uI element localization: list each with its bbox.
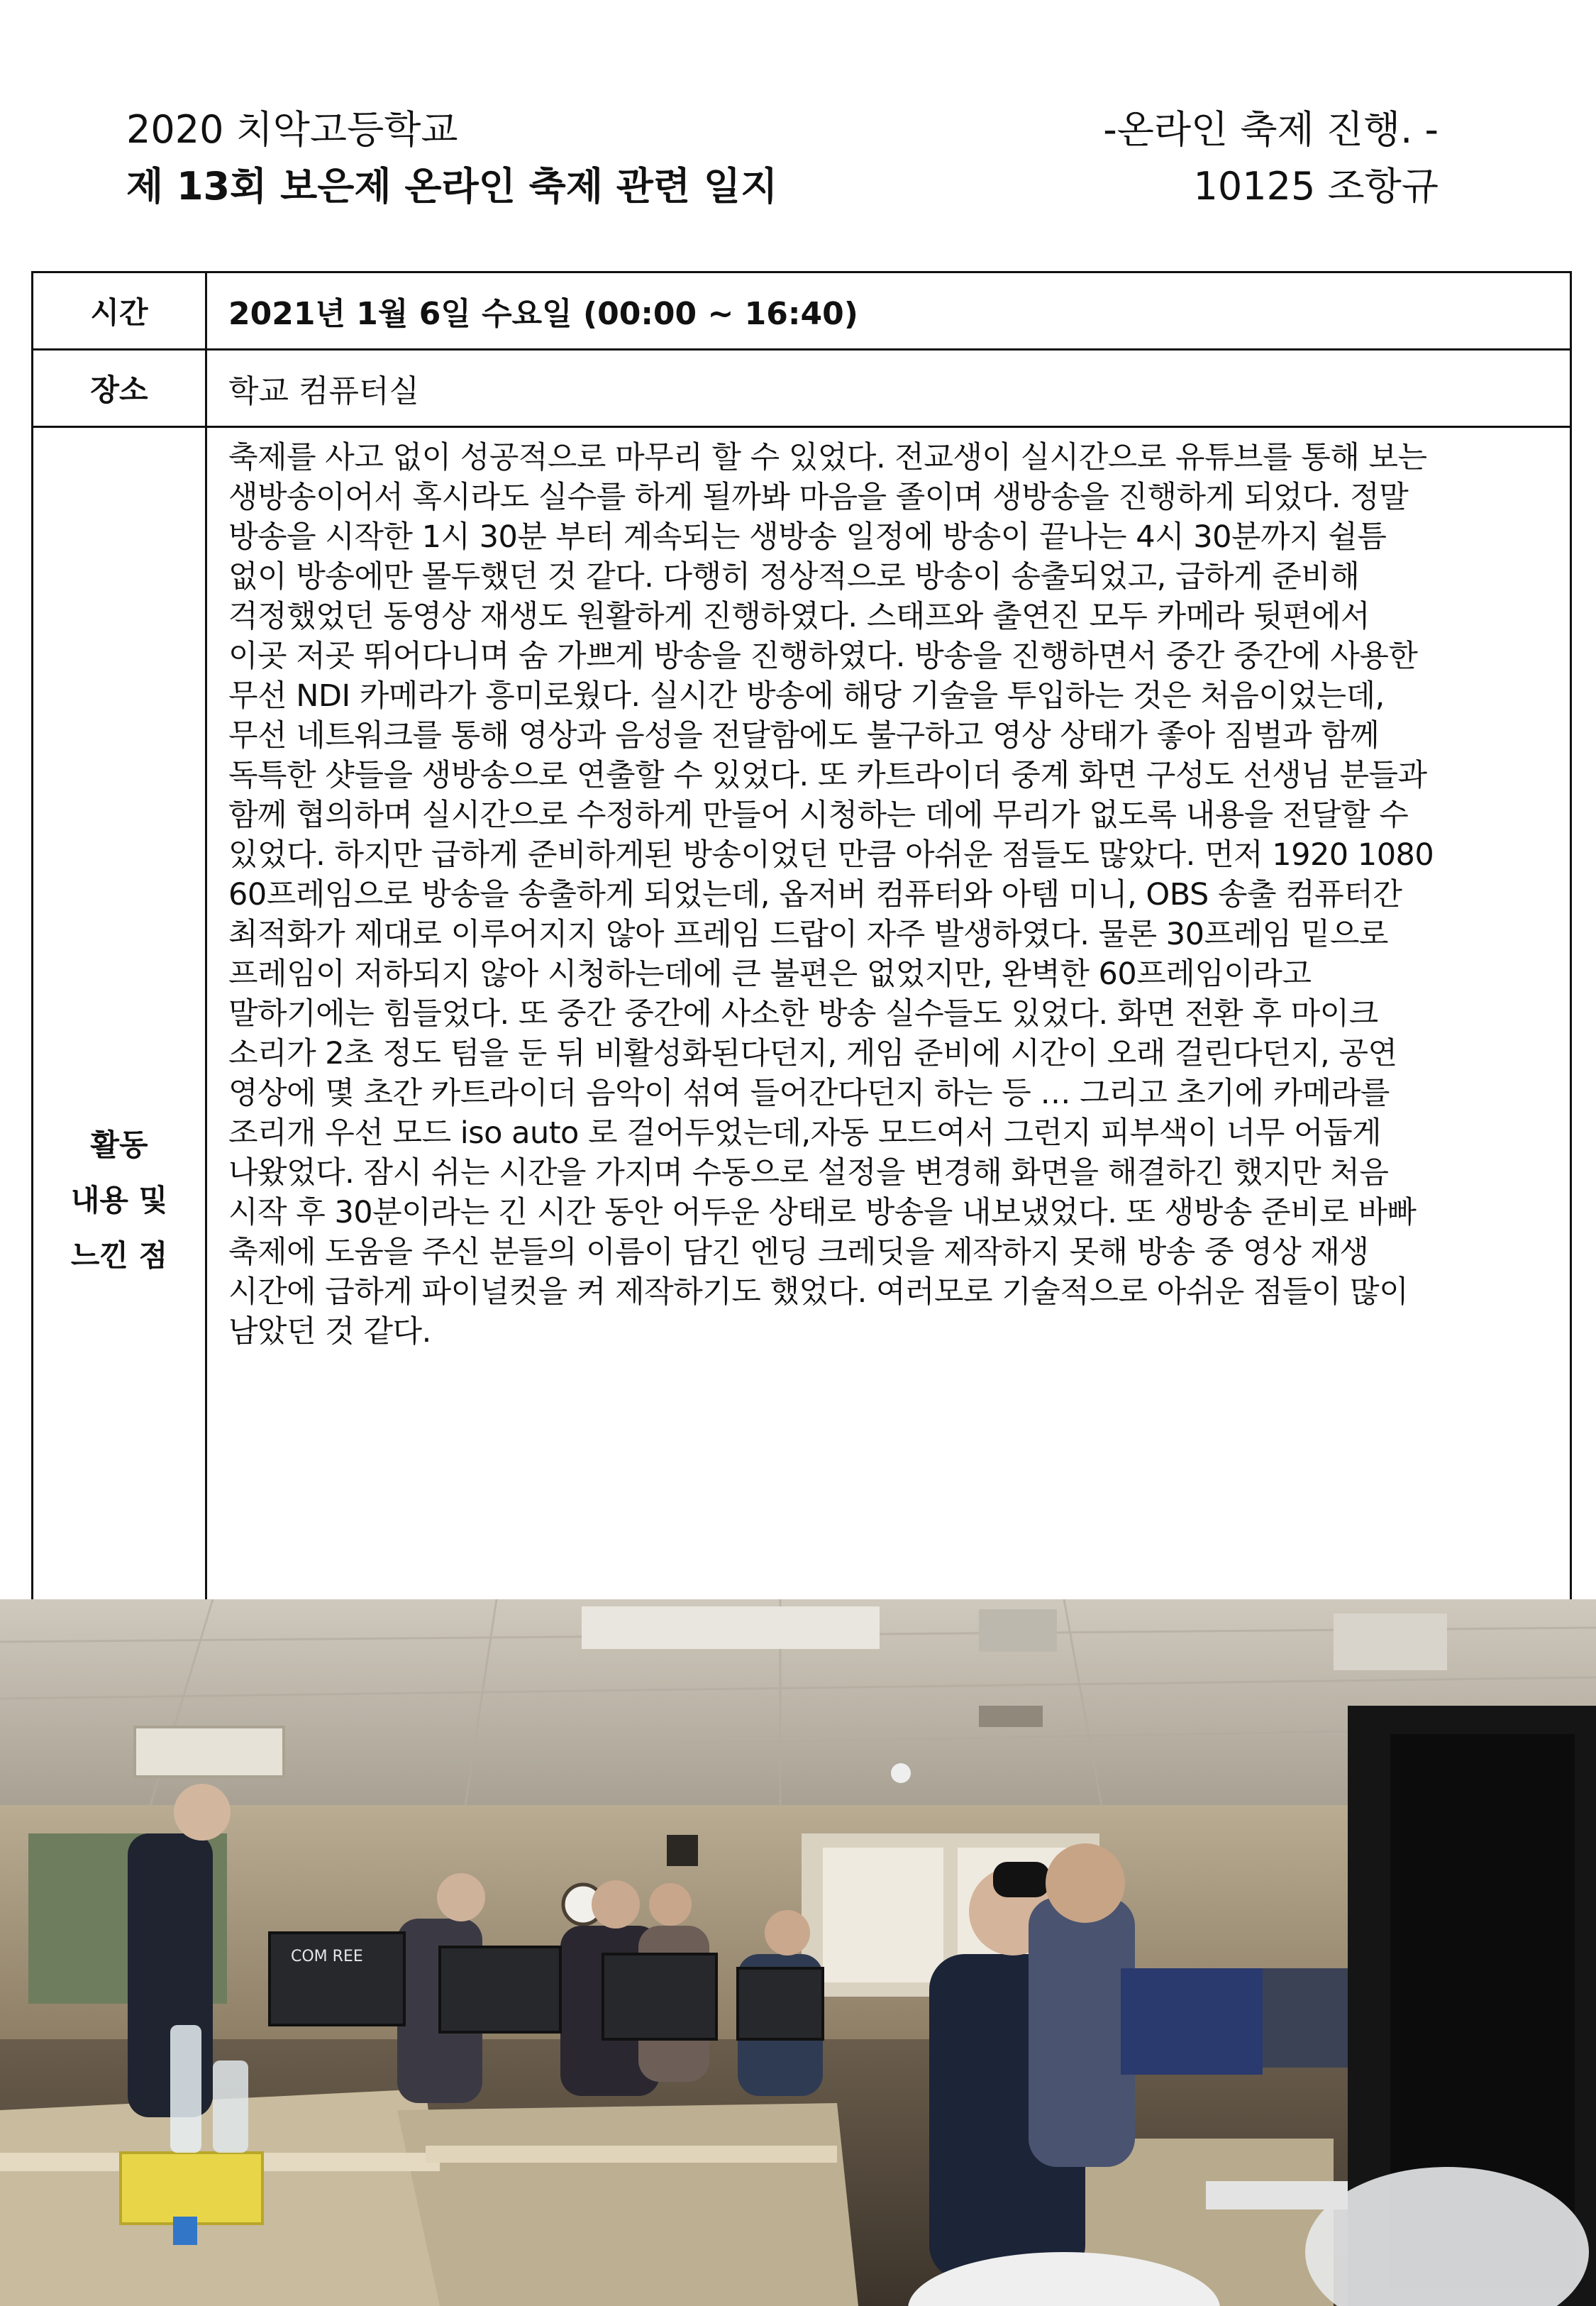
activity-text-line: 걱정했었던 동영상 재생도 원활하게 진행하였다. 스태프와 출연진 모두 카메라 뒷편에서	[228, 599, 1370, 634]
time-label: 시간	[33, 272, 206, 350]
activity-label-cell	[33, 427, 206, 1605]
activity-text-line: 시간에 급하게 파이널컷을 켜 제작하기도 했었다. 여러모로 기술적으로 아쉬운 점들이 많이	[228, 1274, 1409, 1310]
activity-text-line: 이곳 저곳 뛰어다니며 숨 가쁘게 방송을 진행하였다. 방송을 진행하면서 중간 중간에 사용한	[228, 639, 1418, 674]
place-row	[33, 350, 1571, 427]
activity-text	[228, 438, 1553, 1352]
activity-text-line: 방송을 시작한 1시 30분 부터 계속되는 생방송 일정에 방송이 끝나는 4시 30분까지 쉴틈	[228, 519, 1387, 555]
activity-label-line: 내용 및	[70, 1183, 168, 1218]
activity-text-line: 60프레임으로 방송을 송출하게 되었는데, 옵저버 컴퓨터와 아템 미니, OBS 송출 컴퓨터간	[228, 877, 1402, 912]
activity-content	[206, 427, 1571, 1605]
event-note: -온라인 축제 진행. -	[1103, 107, 1439, 152]
activity-text-line: 영상에 몇 초간 카트라이더 음악이 섞여 들어간다던지 하는 등 … 그리고 초기에 카메라를	[228, 1076, 1390, 1111]
activity-text-line: 함께 협의하며 실시간으로 수정하게 만들어 시청하는 데에 무리가 없도록 내용을 전달할 수	[228, 798, 1409, 833]
activity-text-line: 무선 NDI 카메라가 흥미로웠다. 실시간 방송에 해당 기술을 투입하는 것은 처음이었는데,	[228, 678, 1385, 714]
activity-log-table	[31, 271, 1572, 1604]
activity-label-line: 활동	[90, 1127, 148, 1162]
activity-text-line: 축제에 도움을 주신 분들의 이름이 담긴 엔딩 크레딧을 제작하지 못해 방송 중 영상 재생	[228, 1235, 1369, 1270]
activity-row	[33, 427, 1571, 1605]
document-header	[0, 0, 1596, 270]
activity-text-line: 소리가 2초 정도 텀을 둔 뒤 비활성화된다던지, 게임 준비에 시간이 오래 걸린다던지, 공연	[228, 1036, 1397, 1071]
monitor-brand: COM REE	[291, 1948, 363, 1965]
log-title: 제 13회 보은제 온라인 축제 관련 일지	[126, 164, 778, 209]
activity-label-line: 느낀 점	[70, 1238, 168, 1273]
activity-text-line: 최적화가 제대로 이루어지지 않아 프레임 드랍이 자주 발생하였다. 물론 30프레임 밑으로	[228, 917, 1388, 952]
activity-text-line: 무선 네트워크를 통해 영상과 음성을 전달함에도 불구하고 영상 상태가 좋아 짐벌과 함께	[228, 718, 1380, 754]
activity-text-line: 없이 방송에만 몰두했던 것 같다. 다행히 정상적으로 방송이 송출되었고, 급하게 준비해	[228, 559, 1360, 595]
activity-text-line: 생방송이어서 혹시라도 실수를 하게 될까봐 마음을 졸이며 생방송을 진행하게 되었다. 정말	[228, 480, 1409, 515]
activity-text-line: 프레임이 저하되지 않아 시청하는데에 큰 불편은 없었지만, 완벽한 60프레임이라고	[228, 956, 1312, 992]
time-value: 2021년 1월 6일 수요일 (00:00 ~ 16:40)	[206, 272, 1571, 350]
activity-text-line: 조리개 우선 모드 iso auto 로 걸어두었는데,자동 모드여서 그런지 피부색이 너무 어둡게	[228, 1115, 1382, 1151]
computer-lab-photo	[0, 1599, 1596, 2306]
activity-text-line: 나왔었다. 잠시 쉬는 시간을 가지며 수동으로 설정을 변경해 화면을 해결하긴 했지만 처음	[228, 1155, 1389, 1191]
time-row	[33, 272, 1571, 350]
school-name: 2020 치악고등학교	[126, 107, 458, 152]
place-value: 학교 컴퓨터실	[206, 350, 1571, 427]
place-label: 장소	[33, 350, 206, 427]
activity-text-line: 축제를 사고 없이 성공적으로 마무리 할 수 있었다. 전교생이 실시간으로 유튜브를 통해 보는	[228, 440, 1427, 475]
activity-text-line: 남았던 것 같다.	[228, 1314, 431, 1350]
activity-text-line: 시작 후 30분이라는 긴 시간 동안 어두운 상태로 방송을 내보냈었다. 또 생방송 준비로 바빠	[228, 1195, 1417, 1230]
student-id-name: 10125 조항규	[1193, 164, 1439, 209]
activity-text-line: 있었다. 하지만 급하게 준비하게된 방송이었던 만큼 아쉬운 점들도 많았다. 먼저 1920 1080	[228, 837, 1434, 873]
activity-text-line: 말하기에는 힘들었다. 또 중간 중간에 사소한 방송 실수들도 있었다. 화면 전환 후 마이크	[228, 996, 1378, 1032]
activity-text-line: 독특한 샷들을 생방송으로 연출할 수 있었다. 또 카트라이더 중계 화면 구성도 선생님 분들과	[228, 758, 1427, 793]
